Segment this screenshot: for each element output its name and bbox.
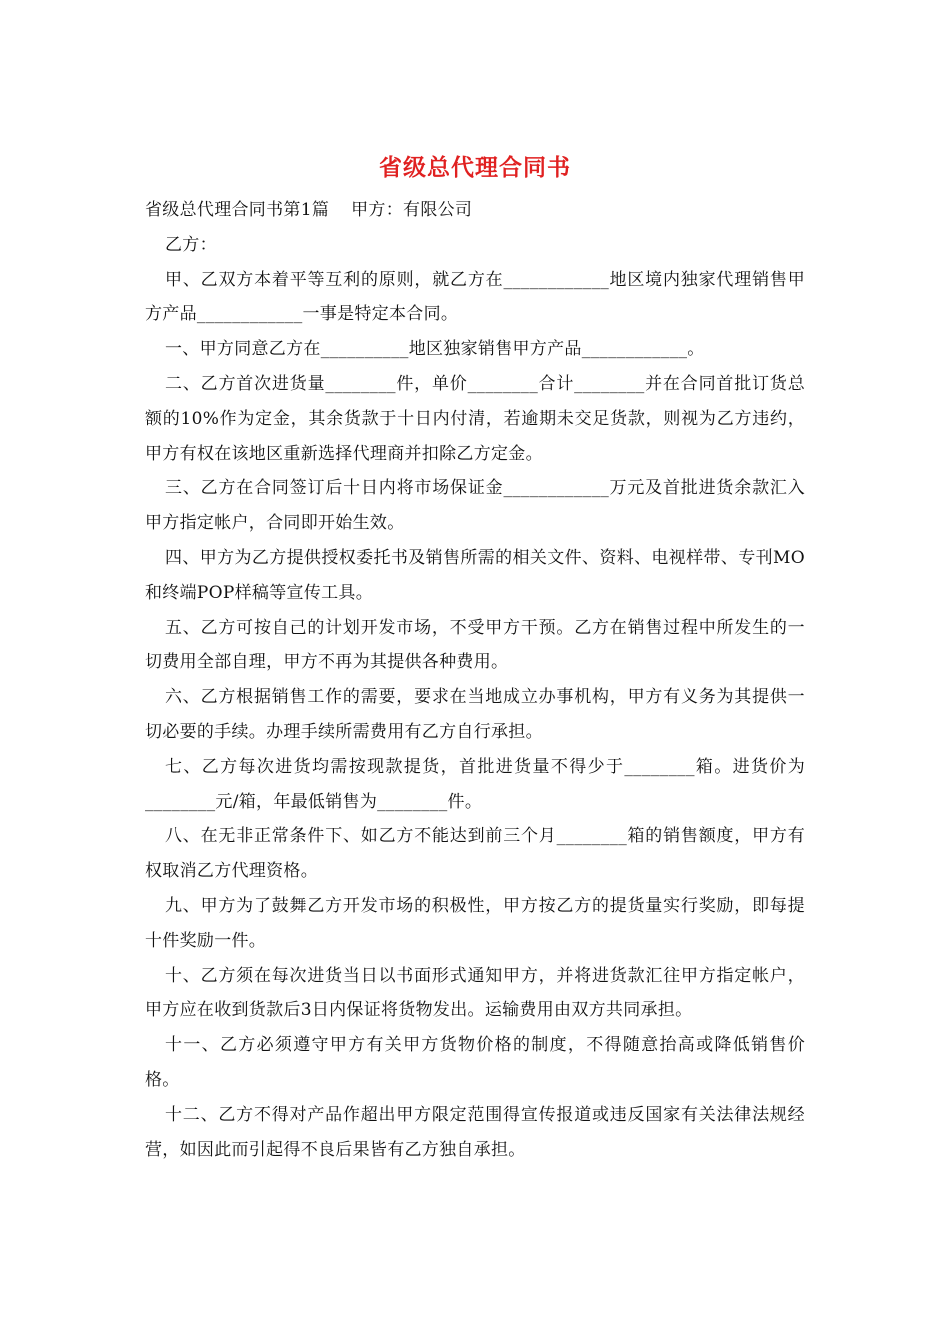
clause-2: 二、乙方首次进货量________件，单价________合计________并在合同首批订货总额的10%作为定金，其余货款于十日内付清，若逾期未交足货款，则视为乙方违约，甲方有权在该地区重新选择代理商并扣除乙方定金。 <box>145 373 805 464</box>
document-body <box>145 193 805 1167</box>
clause-10: 十、乙方须在每次进货当日以书面形式通知甲方，并将进货款汇往甲方指定帐户，甲方应在收到货款后3日内保证将货物发出。运输费用由双方共同承担。 <box>145 965 805 1021</box>
clause-1: 一、甲方同意乙方在__________地区独家销售甲方产品____________。 <box>165 339 705 360</box>
paragraph-party-b: 乙方： <box>165 234 217 255</box>
intro-line <box>145 193 805 228</box>
clause-3: 三、乙方在合同签订后十日内将市场保证金____________万元及首批进货余款汇入甲方指定帐户，合同即开始生效。 <box>145 478 805 534</box>
clause-12: 十二、乙方不得对产品作超出甲方限定范围得宣传报道或违反国家有关法律法规经营，如因此而引起得不良后果皆有乙方独自承担。 <box>145 1104 805 1160</box>
clause-7: 七、乙方每次进货均需按现款提货，首批进货量不得少于________箱。进货价为________元/箱，年最低销售为________件。 <box>145 756 805 812</box>
paragraph-preamble: 甲、乙双方本着平等互利的原则，就乙方在____________地区境内独家代理销售甲方产品____________一事是特定本合同。 <box>145 269 805 325</box>
document-title: 省级总代理合同书 <box>379 155 571 181</box>
clause-4: 四、甲方为乙方提供授权委托书及销售所需的相关文件、资料、电视样带、专刊MO和终端POP样稿等宣传工具。 <box>145 547 805 603</box>
intro-heading: 省级总代理合同书第1篇 <box>145 200 330 220</box>
party-a-line: 甲方：有限公司 <box>351 200 473 220</box>
clause-11: 十一、乙方必须遵守甲方有关甲方货物价格的制度，不得随意抬高或降低销售价格。 <box>145 1035 805 1090</box>
clause-5: 五、乙方可按自己的计划开发市场，不受甲方干预。乙方在销售过程中所发生的一切费用全部自理，甲方不再为其提供各种费用。 <box>145 617 805 673</box>
clause-6: 六、乙方根据销售工作的需要，要求在当地成立办事机构，甲方有义务为其提供一切必要的手续。办理手续所需费用有乙方自行承担。 <box>145 687 805 742</box>
clause-9: 九、甲方为了鼓舞乙方开发市场的积极性，甲方按乙方的提货量实行奖励，即每提十件奖励一件。 <box>145 895 805 951</box>
clause-8: 八、在无非正常条件下、如乙方不能达到前三个月________箱的销售额度，甲方有权取消乙方代理资格。 <box>145 826 805 882</box>
